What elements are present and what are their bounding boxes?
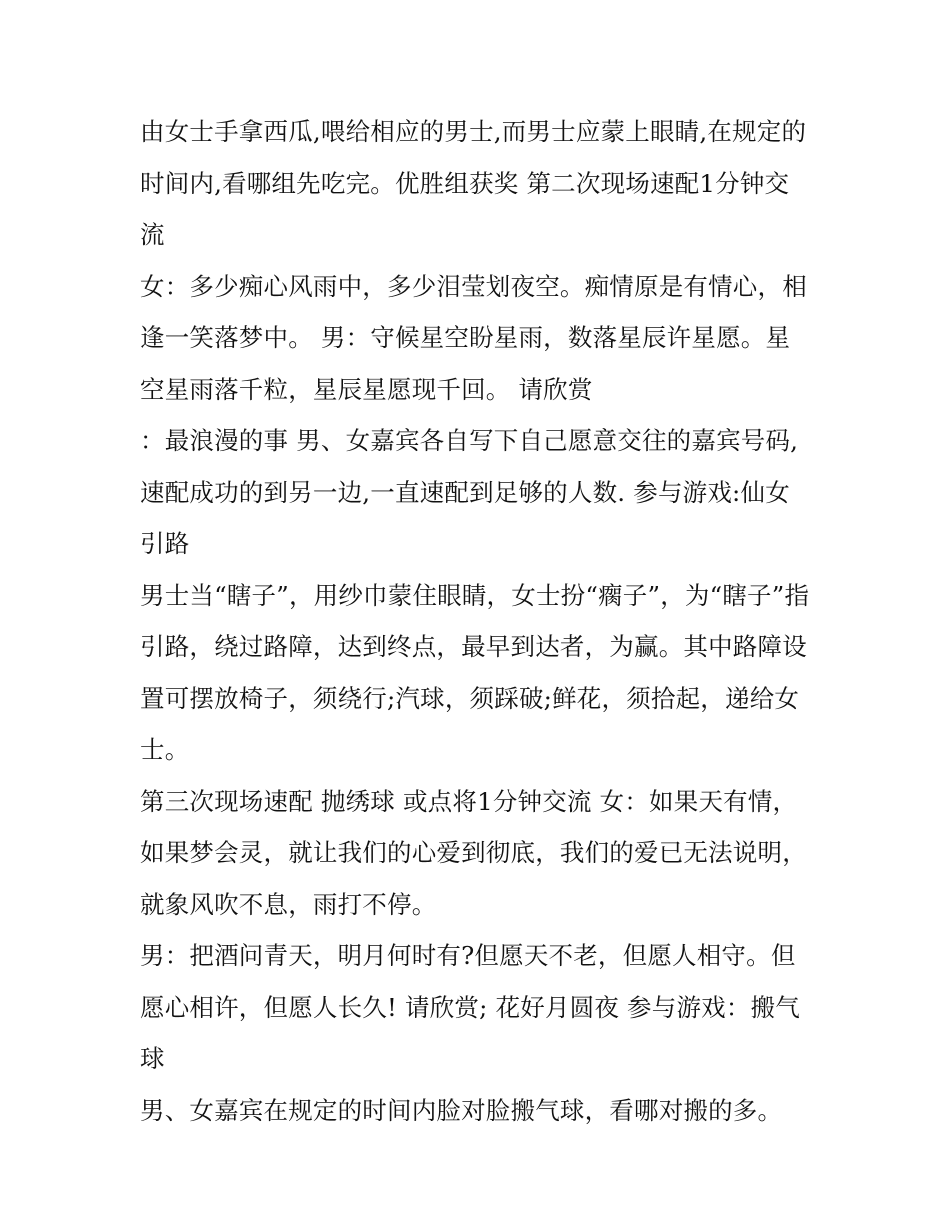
paragraph-star-poem: 女：多少痴心风雨中，多少泪莹划夜空。痴情原是有情心，相逢一笑落梦中。 男：守候星空盼星雨，数落星辰许星愿。星空星雨落千粒，星辰星愿现千回。 请欣赏 bbox=[140, 271, 807, 404]
paragraph-balloon-game: 男、女嘉宾在规定的时间内脸对脸搬气球，看哪对搬的多。 bbox=[140, 1095, 783, 1125]
paragraph-fairy-guide-rules: 男士当“瞎子”，用纱巾蒙住眼睛，女士扮“瘸子”，为“瞎子”指引路，绕过路障，达到终点，最早到达者，为赢。其中路障设置可摆放椅子，须绕行;汽球，须踩破;鲜花，须拾起，递给女士。 bbox=[140, 580, 810, 764]
paragraph-moon-poem: 男：把酒问青天，明月何时有?但愿天不老，但愿人相守。但愿心相许，但愿人长久! 请欣赏; 花好月圆夜 参与游戏：搬气球 bbox=[140, 941, 800, 1073]
paragraph-romantic-matching: ：最浪漫的事 男、女嘉宾各自写下自己愿意交往的嘉宾号码,速配成功的到另一边,一直速配到足够的人数. 参与游戏:仙女引路 bbox=[140, 426, 799, 558]
document-body bbox=[140, 106, 812, 1136]
paragraph-third-matching: 第三次现场速配 抛绣球 或点将1分钟交流 女：如果天有情，如果梦会灵，就让我们的心爱到彻底，我们的爱已无法说明，就象风吹不息，雨打不停。 bbox=[140, 786, 807, 919]
paragraph-watermelon-game: 由女士手拿西瓜,喂给相应的男士,而男士应蒙上眼睛,在规定的时间内,看哪组先吃完。优胜组获奖 第二次现场速配1分钟交流 bbox=[140, 117, 807, 249]
